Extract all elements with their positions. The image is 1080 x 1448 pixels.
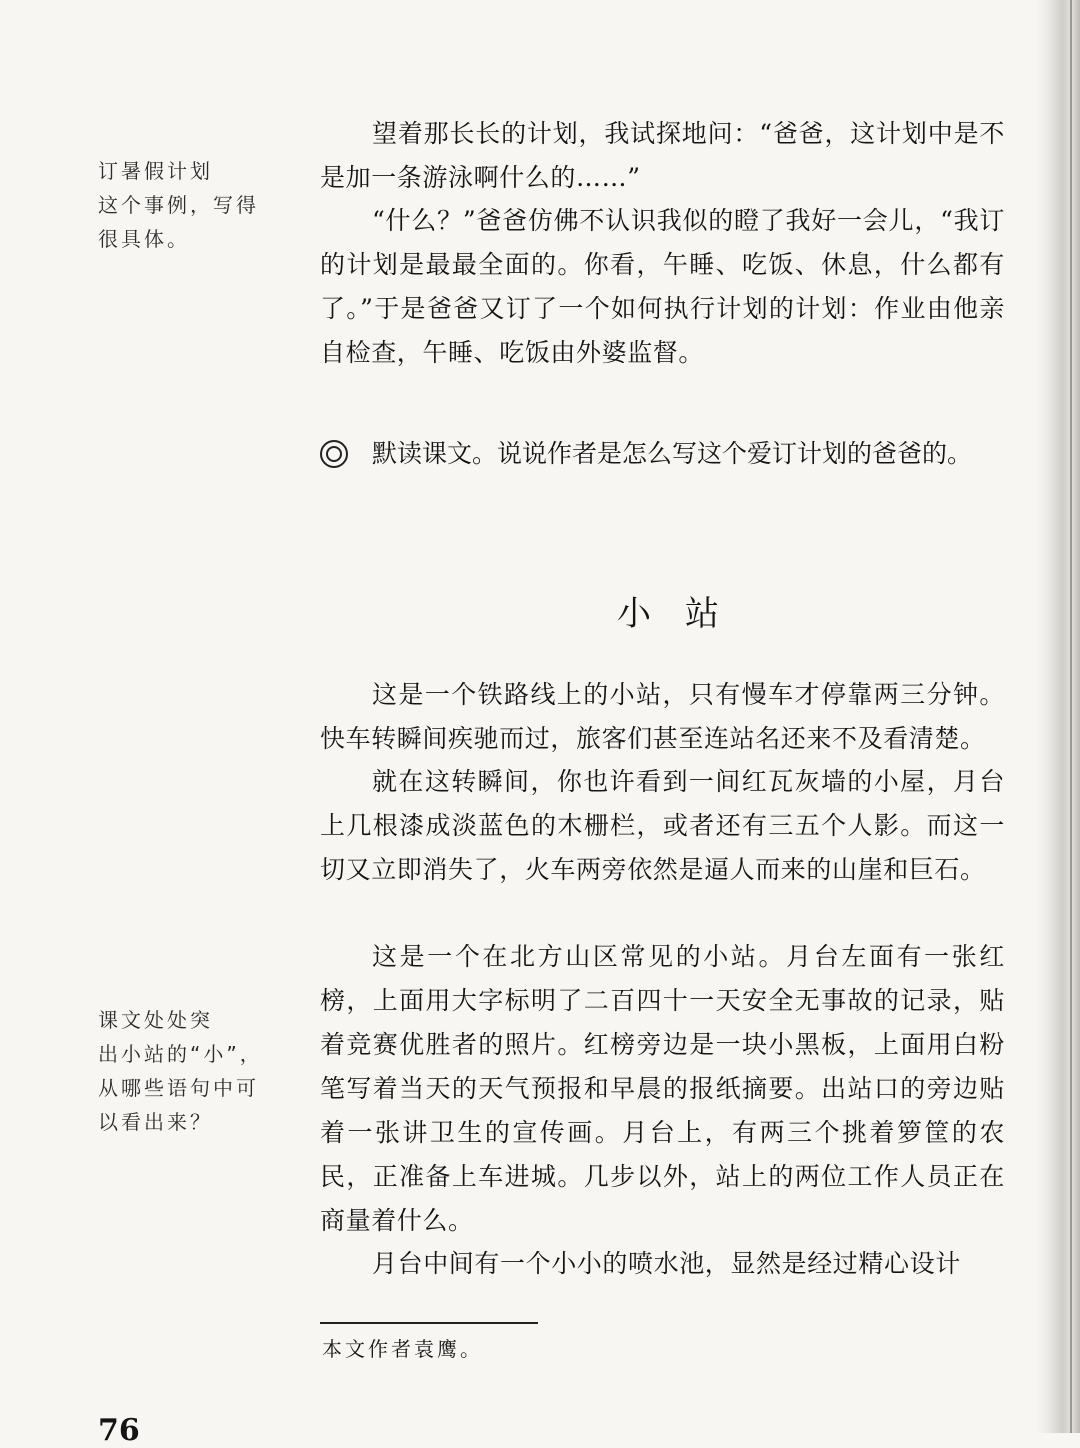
margin-note-plan [98, 154, 268, 256]
footnote-rule [320, 1322, 538, 1324]
margin-note-line: 很具体。 [98, 227, 190, 251]
margin-note-line: 订暑假计划 [98, 159, 213, 183]
margin-note-line: 出小站的“小”， [98, 1042, 263, 1066]
reading-question [320, 432, 1010, 476]
question-text: 默读课文。说说作者是怎么写这个爱订计划的爸爸的。 [372, 439, 973, 468]
lesson-title: 小站 [617, 594, 753, 634]
margin-note-line: 以看出来？ [98, 1110, 213, 1134]
double-circle-icon [320, 440, 348, 468]
body-paragraph: “什么？”爸爸仿佛不认识我似的瞪了我好一会儿，“我订的计划是最最全面的。你看，午睡、吃饭、休息，什么都有了。”于是爸爸又订了一个如何执行计划的计划：作业由他亲自检查，午睡、吃饭由外婆监督。 [320, 206, 1005, 367]
margin-note-line: 这个事例，写得 [98, 193, 259, 217]
margin-note-line: 课文处处突 [98, 1008, 213, 1032]
lesson-paragraph: 这是一个铁路线上的小站，只有慢车才停靠两三分钟。快车转瞬间疾驰而过，旅客们甚至连站名还来不及看清楚。 [320, 680, 1005, 753]
page-edge-line [1070, 0, 1072, 1433]
lesson-paragraph: 就在这转瞬间，你也许看到一间红瓦灰墙的小屋，月台上几根漆成淡蓝色的木栅栏，或者还有三五个人影。而这一切又立即消失了，火车两旁依然是逼人而来的山崖和巨石。 [320, 767, 1005, 884]
lesson-paragraph: 这是一个在北方山区常见的小站。月台左面有一张红榜，上面用大字标明了二百四十一天安全无事故的记录，贴着竞赛优胜者的照片。红榜旁边是一块小黑板，上面用白粉笔写着当天的天气预报和早晨的报纸摘要。出站口的旁边贴着一张讲卫生的宣传画。月台上，有两三个挑着箩筐的农民，正准备上车进城。几步以外，站上的两位工作人员正在商量着什么。 [320, 942, 1005, 1235]
footnote: 本文作者袁鹰。 [322, 1337, 483, 1361]
page-edge-shadow [1036, 0, 1080, 1433]
lesson-paragraph: 月台中间有一个小小的喷水池，显然是经过精心设计 [372, 1249, 961, 1278]
body-paragraph: 望着那长长的计划，我试探地问：“爸爸，这计划中是不是加一条游泳啊什么的……” [320, 119, 1005, 192]
margin-note-question [98, 1003, 268, 1139]
margin-note-line: 从哪些语句中可 [98, 1076, 259, 1100]
page-number: 76 [98, 1413, 140, 1448]
